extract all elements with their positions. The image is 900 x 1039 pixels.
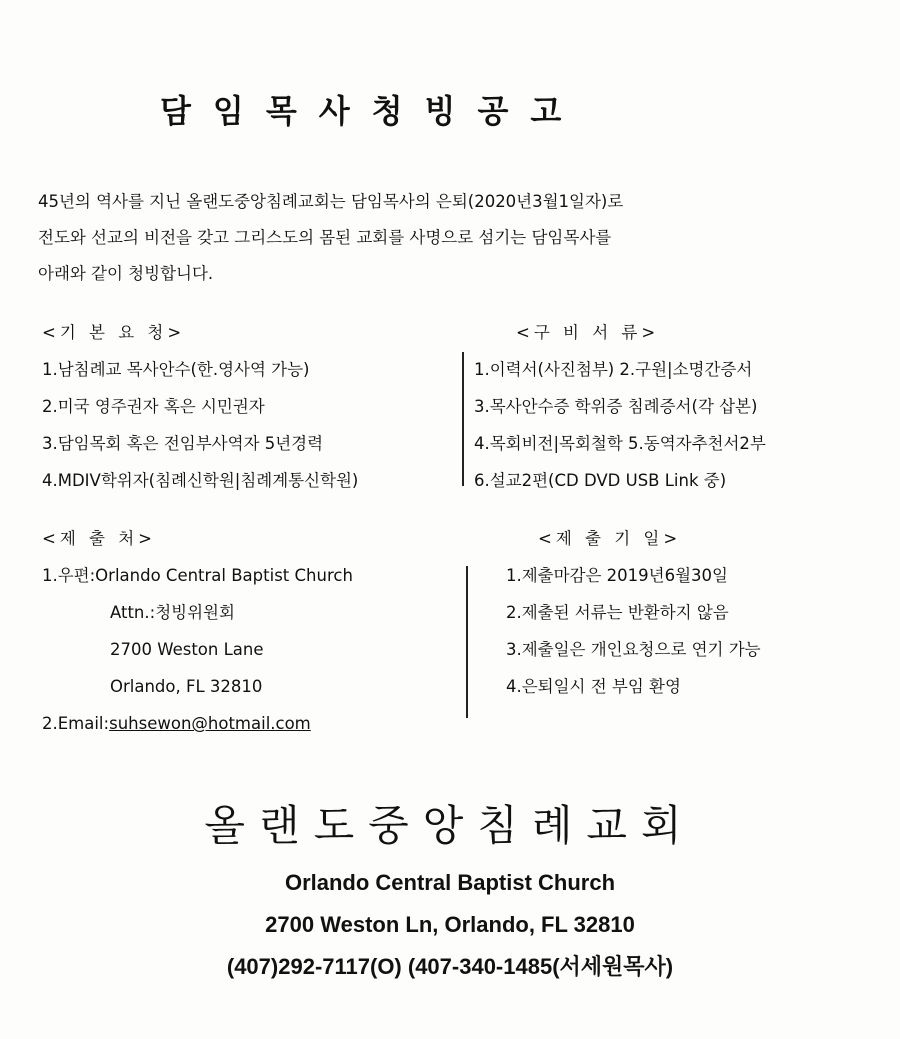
requirement-item: 1.남침례교 목사안수(한.영사역 가능) [42, 360, 310, 379]
deadline-item: 3.제출일은 개인요청으로 연기 가능 [506, 640, 761, 659]
email-line [42, 705, 462, 742]
page-title: 담임목사청빙공고 [160, 92, 584, 130]
submission-heading: <제 출 처> [42, 529, 156, 548]
deadline-item: 4.은퇴일시 전 부임 환영 [506, 677, 681, 696]
requirements-section [42, 314, 462, 499]
column-divider [462, 352, 464, 486]
intro-line-2: 전도와 선교의 비전을 갖고 그리스도의 몸된 교회를 사명으로 섬기는 담임목사를 [38, 228, 612, 247]
documents-heading: <구 비 서 류> [516, 323, 660, 342]
email-link[interactable]: suhsewon@hotmail.com [109, 714, 311, 733]
requirements-heading: <기 본 요 청> [42, 323, 186, 342]
city-line: Orlando, FL 32810 [110, 677, 263, 696]
deadline-section [506, 520, 876, 705]
document-item: 1.이력서(사진첨부) 2.구원|소명간증서 [474, 360, 753, 379]
church-name-english: Orlando Central Baptist Church [284, 870, 616, 895]
attention-line: Attn.:청빙위원회 [110, 603, 235, 622]
intro-line-3: 아래와 같이 청빙합니다. [38, 264, 214, 283]
street-line: 2700 Weston Lane [110, 640, 264, 659]
deadline-item: 2.제출된 서류는 반환하지 않음 [506, 603, 729, 622]
documents-section [474, 314, 874, 499]
submission-section [42, 520, 462, 742]
document-item: 3.목사안수증 학위증 침례증서(각 삽본) [474, 397, 758, 416]
intro-line-1: 45년의 역사를 지닌 올랜도중앙침례교회는 담임목사의 은퇴(2020년3월1일자)로 [38, 192, 624, 211]
church-address: 2700 Weston Ln, Orlando, FL 32810 [265, 912, 635, 937]
church-footer [0, 790, 900, 988]
document-item: 4.목회비전|목회철학 5.동역자추천서2부 [474, 434, 766, 453]
church-name-korean: 올랜도중앙침례교회 [204, 801, 696, 850]
requirement-item: 2.미국 영주권자 혹은 시민권자 [42, 397, 265, 416]
requirement-item: 3.담임목회 혹은 전임부사역자 5년경력 [42, 434, 324, 453]
document-item: 6.설교2편(CD DVD USB Link 중) [474, 471, 727, 490]
deadline-item: 1.제출마감은 2019년6월30일 [506, 566, 728, 585]
deadline-heading: <제 출 기 일> [538, 529, 682, 548]
column-divider [466, 566, 468, 718]
email-label: 2.Email: [42, 714, 110, 733]
requirement-item: 4.MDIV학위자(침례신학원|침례계통신학원) [42, 471, 359, 490]
mail-address-line: 1.우편:Orlando Central Baptist Church [42, 566, 353, 585]
intro-paragraph [38, 184, 868, 292]
church-phone: (407)292-7117(O) (407-340-1485(서세원목사) [226, 954, 674, 979]
